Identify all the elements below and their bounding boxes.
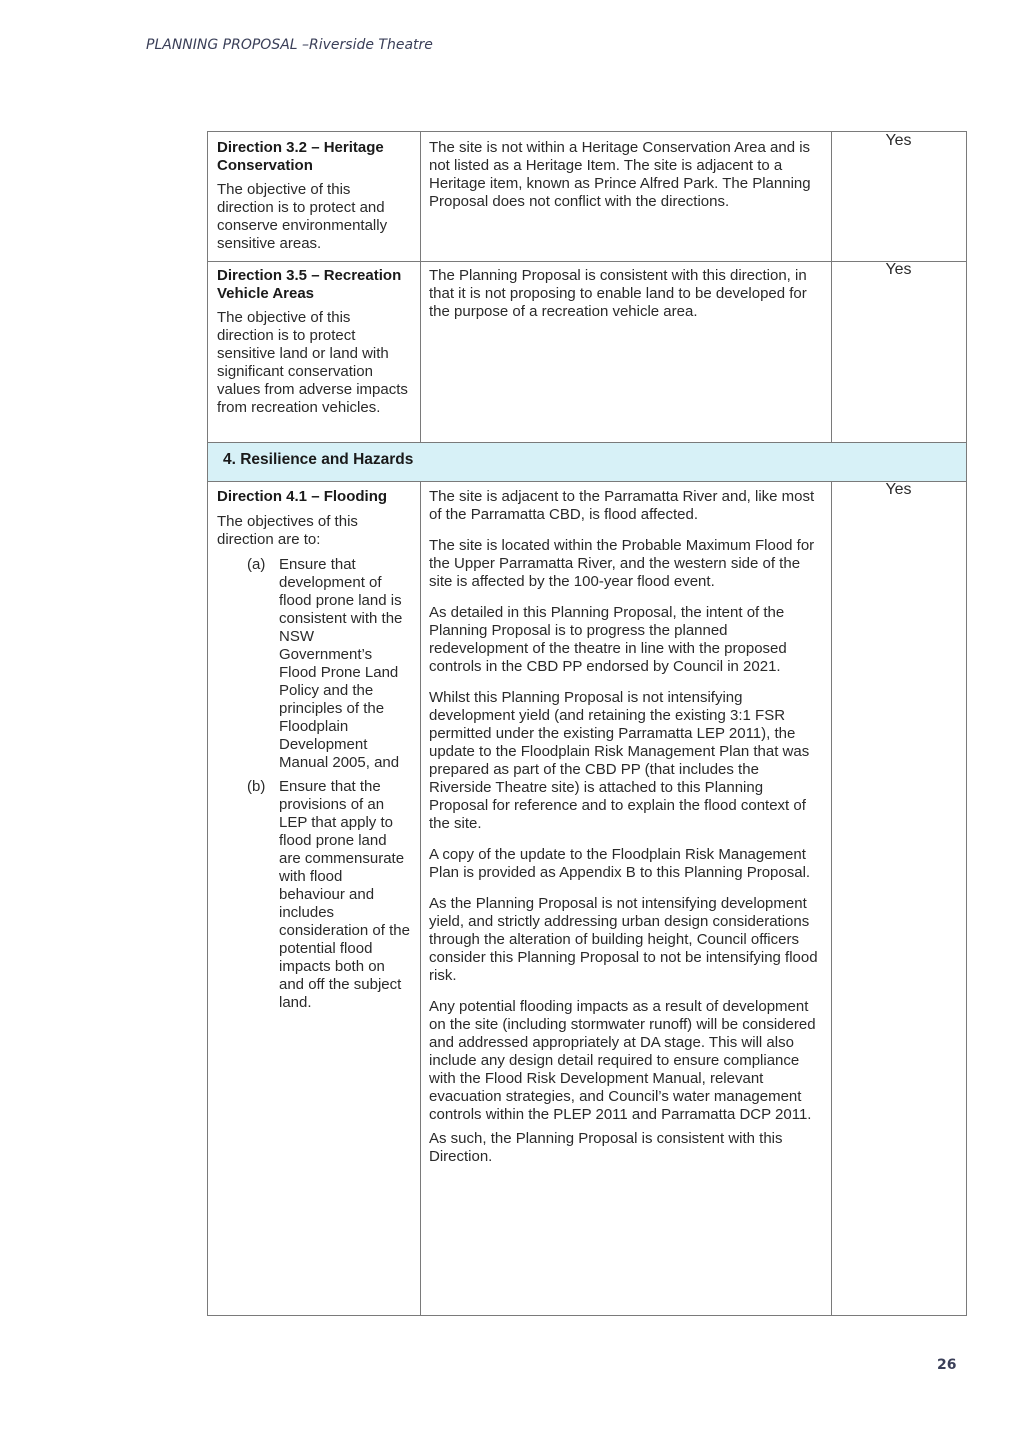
table-row-flooding-assessment (420, 488, 831, 1166)
list-marker: (b) (247, 778, 266, 795)
assessment-paragraph: Whilst this Planning Proposal is not intensifying development yield (and retaining the existing 3:1 FSR permitted under the existing Parramatta LEP 2011), the update to the Floodplain Risk Management Plan that was prepared as part of the CBD PP (that includes the Riverside Theatre site) is attached to this Planning Proposal for reference and to explain the flood context of the site. (429, 689, 810, 832)
assessment-paragraph: The site is located within the Probable Maximum Flood for the Upper Parramatta River, and the western side of the site is affected by the 100-year flood event. (429, 537, 815, 590)
table-row-recreation-assessment (420, 267, 831, 321)
table-border-bottom (207, 1315, 967, 1316)
direction-intro: The objectives of this direction are to: (217, 513, 358, 548)
list-item-text: Ensure that the provisions of an LEP that apply to flood prone land are commensurate with flood behaviour and includes consideration of the potential flood impacts both on and off the subject land. (279, 778, 410, 1011)
direction-objective: The objective of this direction is to protect sensitive land or land with significant conservation values from adverse impacts from recreation vehicles. (217, 309, 408, 416)
assessment-paragraph: As such, the Planning Proposal is consistent with this Direction. (429, 1130, 783, 1165)
page-number: 26 (937, 1357, 957, 1373)
consistency-value: Yes (885, 261, 912, 278)
table-row-recreation-consistency (831, 261, 966, 279)
section-header-label: 4. Resilience and Hazards (223, 451, 414, 468)
assessment-paragraph: The Planning Proposal is consistent with this direction, in that it is not proposing to enable land to be developed for the purpose of a recreation vehicle area. (429, 267, 807, 320)
list-item-text: Ensure that development of flood prone land is consistent with the NSW Government’s Flood Prone Land Policy and the principles of the Floodplain Development Manual 2005, and (279, 556, 403, 771)
direction-title: Direction 3.5 – Recreation Vehicle Areas (217, 267, 402, 302)
assessment-paragraph: As detailed in this Planning Proposal, the intent of the Planning Proposal is to progress the planned redevelopment of the theatre in line with the proposed controls in the CBD PP endorsed by Council in 2021. (429, 604, 787, 675)
assessment-paragraph: A copy of the update to the Floodplain Risk Management Plan is provided as Appendix B to this Planning Proposal. (429, 846, 811, 881)
assessment-paragraph: The site is adjacent to the Parramatta River and, like most of the Parramatta CBD, is flood affected. (429, 488, 815, 523)
assessment-paragraph: The site is not within a Heritage Conservation Area and is not listed as a Heritage Item. The site is adjacent to a Heritage item, known as Prince Alfred Park. The Planning Proposal does not conflict with the directions. (429, 139, 811, 210)
page-header-title: PLANNING PROPOSAL –Riverside Theatre (146, 37, 433, 53)
objective-list-item (217, 778, 411, 1012)
consistency-value: Yes (885, 132, 912, 149)
assessment-paragraph: Any potential flooding impacts as a result of development on the site (including stormwater runoff) will be considered and addressed appropriately at DA stage. This will also include any design detail required to ensure compliance with the Flood Risk Development Manual, relevant evacuation strategies, and Council’s water management controls within the PLEP 2011 and Parramatta DCP 2011. (429, 998, 816, 1123)
direction-title: Direction 3.2 – Heritage Conservation (217, 139, 384, 174)
direction-objective: The objective of this direction is to protect and conserve environmentally sensitive areas. (217, 181, 388, 252)
col2-divider-top (831, 131, 832, 443)
table-row-heritage-direction (208, 139, 420, 253)
table-row-flooding-consistency (831, 481, 966, 499)
consistency-value: Yes (885, 481, 912, 498)
table-row-heritage-consistency (831, 132, 966, 150)
table-row-recreation-direction (208, 267, 420, 417)
table-row-flooding-direction (208, 488, 420, 1012)
direction-title: Direction 4.1 – Flooding (217, 488, 388, 505)
col2-divider-bottom (831, 481, 832, 1316)
list-marker: (a) (247, 556, 266, 573)
table-border-right (966, 131, 967, 1316)
table-row-heritage-assessment (420, 139, 831, 211)
objective-list-item (217, 556, 411, 772)
assessment-paragraph: As the Planning Proposal is not intensifying development yield, and strictly addressing urban design considerations through the alteration of building height, Council officers consider this Planning Proposal to not be intensifying flood risk. (429, 895, 818, 984)
